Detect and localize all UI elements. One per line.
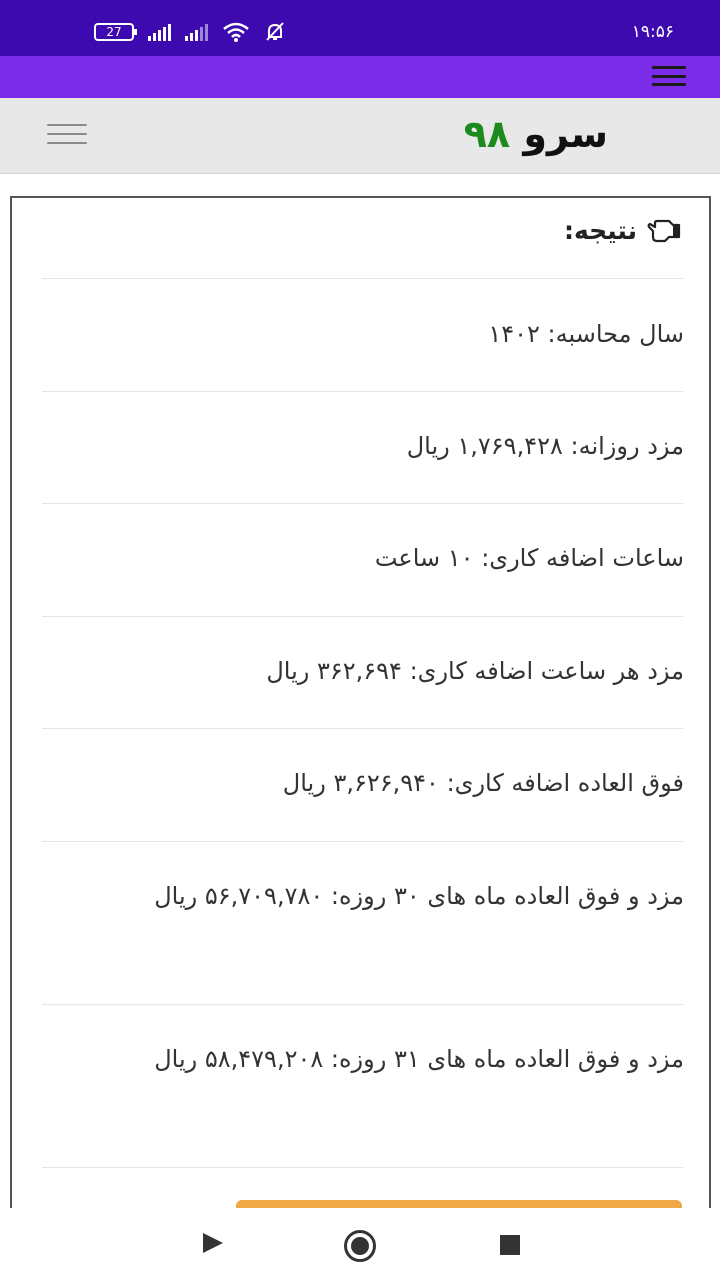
site-logo[interactable] [464, 112, 608, 156]
row-overtime-allowance: فوق العاده اضافه کاری: ۳,۶۲۶,۹۴۰ ریال [42, 728, 684, 841]
signal-icon [148, 23, 171, 41]
site-menu-icon[interactable] [47, 124, 87, 144]
row-hourly-overtime-wage: مزد هر ساعت اضافه کاری: ۳۶۲,۶۹۴ ریال [42, 616, 684, 728]
logo-number: ۹۸ [463, 112, 511, 156]
app-menu-icon[interactable] [652, 66, 686, 86]
site-header [0, 98, 720, 174]
row-total-31-day-months: مزد و فوق العاده ماه های ۳۱ روزه: ۵۸,۴۷۹,۲۰۸ ریال [42, 1004, 684, 1167]
row-overtime-hours: ساعات اضافه کاری: ۱۰ ساعت [42, 503, 684, 616]
row-daily-wage: مزد روزانه: ۱,۷۶۹,۴۲۸ ریال [42, 391, 684, 503]
pointing-hand-icon [647, 217, 681, 243]
battery-level: 27 [106, 25, 122, 39]
clock: ۱۹:۵۶ [631, 22, 674, 42]
logo-word: سرو [523, 112, 608, 156]
result-heading [564, 210, 681, 250]
result-card [10, 196, 711, 1226]
status-icons [94, 22, 286, 42]
back-icon[interactable] [203, 1233, 223, 1253]
wifi-icon [222, 22, 250, 42]
mute-bell-icon [264, 22, 286, 42]
home-icon[interactable] [344, 1230, 376, 1262]
row-calc-year: سال محاسبه: ۱۴۰۲ [42, 278, 684, 391]
battery-icon [94, 23, 134, 41]
app-bar [0, 56, 720, 98]
recent-apps-icon[interactable] [500, 1235, 520, 1255]
signal-2-icon [185, 23, 208, 41]
status-bar [0, 0, 720, 56]
system-nav-bar [0, 1208, 720, 1280]
row-total-30-day-months: مزد و فوق العاده ماه های ۳۰ روزه: ۵۶,۷۰۹,۷۸۰ ریال [42, 841, 684, 1004]
result-heading-label: نتیجه: [564, 215, 637, 245]
